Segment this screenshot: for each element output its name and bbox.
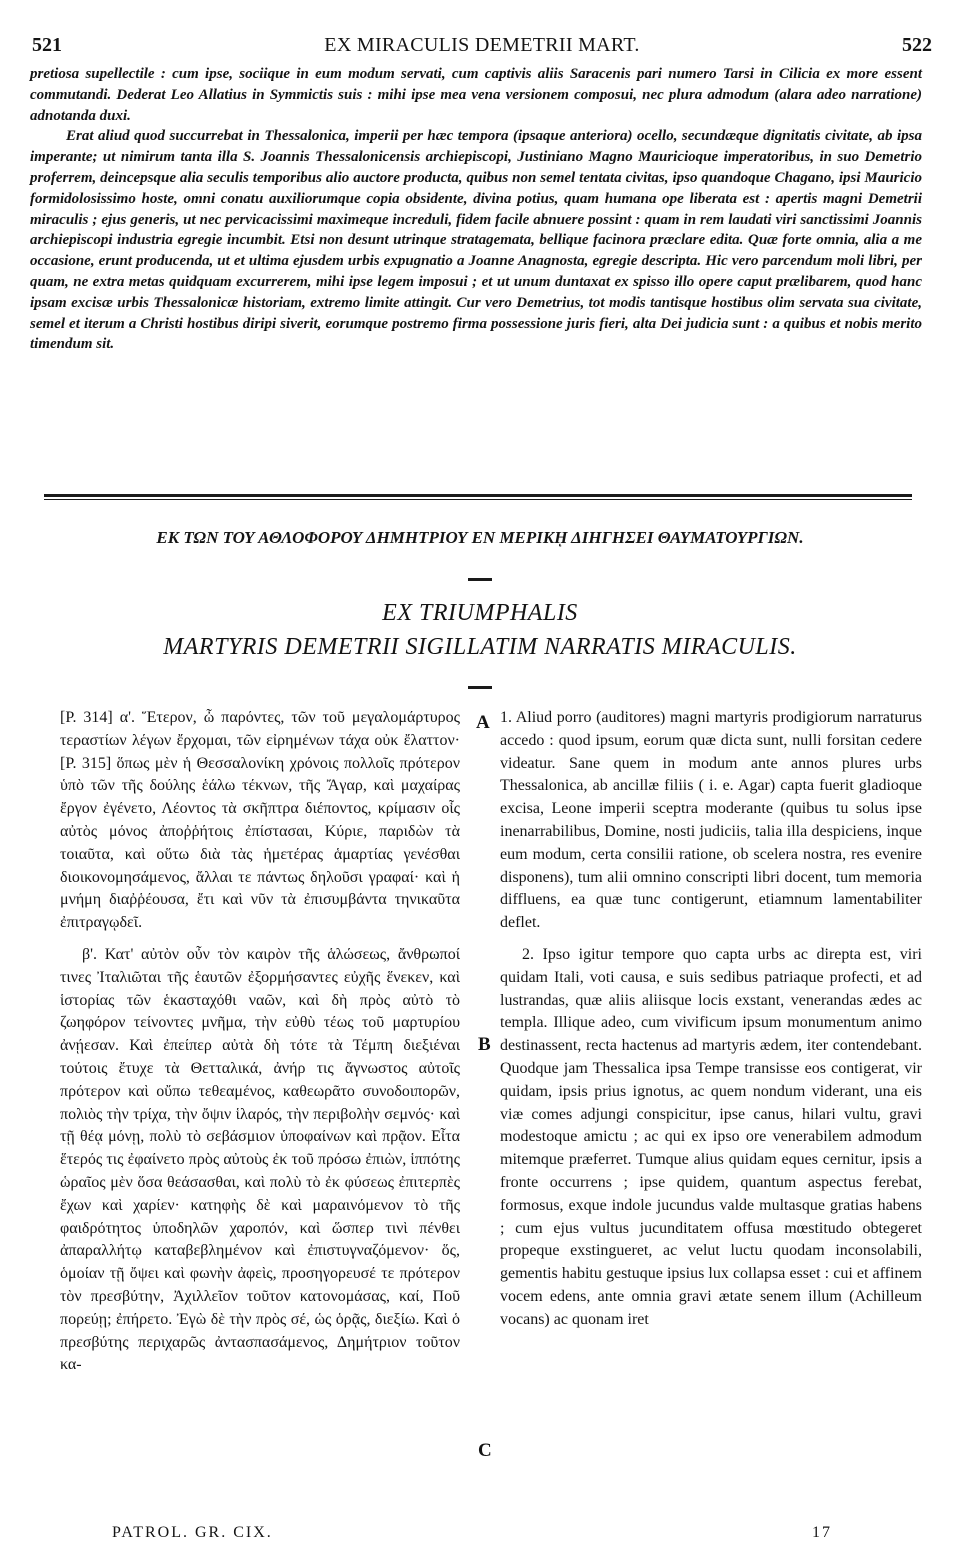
section-rule-thin <box>44 499 912 500</box>
title-dash <box>468 686 492 689</box>
title-dash <box>468 578 492 581</box>
footer-signature: PATROL. GR. CIX. <box>112 1524 273 1541</box>
latin-title-line-2: MARTYRIS DEMETRII SIGILLATIM NARRATIS MIRACULIS. <box>163 634 797 660</box>
page-number-left: 521 <box>32 34 62 56</box>
greek-paragraph: [P. 314] α'. Ἕτερον, ὦ παρόντες, τῶν τοῦ μεγαλομάρτυρος τεραστίων λέγων ἔρχομαι, τῶν εἰρημένων τάχα οὐκ ἔλαττον· [P. 315] ὅπως μὲν ἡ Θεσσαλονίκη χρόνοις πολλοῖς πρότερον ὑπὸ τῶν τῆς δούλης ἑάλω τέκνων, τῆς Ἄγαρ, καὶ μαχαίρας ἔργον ἐγένετο, Λέοντος τὰ σκῆπτρα διέποντος, κρίμασιν οἷς αὐτὸς μόνος ἀποῤῥήτοις ἐπίστασαι, Κύριε, παριδὼν τὰ τοιαῦτα, καὶ οὕτω διὰ τὰς ἡμετέρας ἁμαρτίας γενέσθαι διοικονομησάμενος, ἄλλαι τε πάντως δηλοῦσι γραφαί· καὶ ἡ μνήμη διαῤῥέουσα, ἔτι καὶ νῦν τὰ ἐπισυμβάντα τηνικαῦτα ἐπιτραγῳδεῖ. <box>60 709 460 932</box>
margin-letter-b: B <box>478 1034 491 1055</box>
margin-letter-a: A <box>476 712 490 733</box>
footer-sheet-number: 17 <box>812 1524 832 1541</box>
latin-paragraph: 1. Aliud porro (auditores) magni martyris prodigiorum narraturus accedo : quod ipsum, eorum quæ dicta sunt, nulli forsitan cedere videatur. Sane quem in modum ante annos plures urbs Thessalonica, ab ancillæ filiis ( i. e. Agar) capta fuerit gladioque excisa, Leone imperii sceptra moderante (quibus tu solus ipse inenarrabilibus, Domine, nosti judiciis, talia illa despiciens, inque eum modum, certa consilii ratione, ob scelera nostra, res evenire disponens), tum alii omnino conscripti libri docent, tum memoria diffluens, ea quæ tunc contigerunt, etiamnum lamentabiliter deflet. <box>500 709 922 932</box>
margin-letter-c: C <box>478 1440 492 1461</box>
latin-title-line-1: EX TRIUMPHALIS <box>382 600 578 626</box>
section-rule <box>44 494 912 497</box>
page-number-right: 522 <box>902 34 932 56</box>
latin-column <box>500 707 922 1332</box>
running-title: EX MIRACULIS DEMETRII MART. <box>324 34 640 56</box>
latin-paragraph: 2. Ipso igitur tempore quo capta urbs ac direpta est, viri quidam Itali, voti causa, e suis sedibus patriaque profecti, et ad lustrandas, quæ aliis aliisque locis exstant, venerandas ædes ac templa. Illique adeo, cum vivificum ipsum monumentum animo destinassent, recta hactenus ad martyris ædem, iter contendebant. Quodque jam Thessalica ipsa Tempe transisse eos contigerat, vir quidam, ipsis prius ignotus, ac quem nondum viderant, una eis viæ comes adjungi conspicitur, ipse canus, hilari vultu, gravi modestoque amictu ; ac qui ex ipso ore venerabilem admodum mitemque præferret. Tumque alius quidam eques cernitur, ipsis a fronte occurrens ; ipse quidem, quantum aspectus ferebat, formosus, exque indole jucundus valde multasque gratias habens ; cum ejus vultus jucunditatem offusa mœstitudo obtegeret propeque exstingueret, ac velut luctu quodam inconsolabili, gementis habitu gestuque ipsius lux collapsa esset : cui et affinem vocem edens, ante omnia gravi ætate senem illum (Achilleum vocans) ac quonam iret <box>500 945 922 1328</box>
greek-title: ΕΚ ΤΩΝ ΤΟΥ ΑΘΛΟΦΟΡΟΥ ΔΗΜΗΤΡΙΟΥ ΕΝ ΜΕΡΙΚῌ ΔΙΗΓΗΣΕΙ ΘΑΥΜΑΤΟΥΡΓΙΩΝ. <box>156 528 804 547</box>
intro-paragraph: pretiosa supellectile : cum ipse, sociique in eum modum servati, cum captivis aliis Saracenis pari numero Tarsi in Cilicia ex more essent commutandi. Dederat Leo Allatius in Symmictis suis : mihi ipse mea vena versionem composui, nec plura admodum (alara adeo narratione) adnotanda duxi. <box>30 66 922 124</box>
intro-paragraph: Erat aliud quod succurrebat in Thessalonica, imperii per hæc tempora (ipsaque anteriora) ocello, secundæque dignitatis civitate, ab ipsa imperante; ut nimirum tanta illa S. Joannis Thessalonicensis archiepiscopi, Justiniano Magno Mauricioque imperatoribus, in suo Demetrio proferrem, deincepsque alia seculis temporibus alio auctore producta, quibus non semel tentata civitas, ipso quandoque Chagano, ipsi Mauricio formidolosissimo hoste, omni conatu auxiliorumque copia obsidente, divina potius, quam humana ope liberata est : apertis magni Demetrii miraculis ; ejus generis, ut nec pervicacissimi maximeque increduli, fidem facile abnuere possint : quam in rem laudati viri sanctissimi Joannis archiepiscopi industria egregie incumbit. Etsi non desunt utrinque stratagemata, bellique facinora præclare edita. Quæ forte omnia, alia a me occasione, erunt producenda, ut et ultima ejusdem urbis expugnatio a Joanne Anagnosta, egregie descripta. Hic vero parcendum moli libri, per quam, ne extra metas quidquam excurrerem, mihi ipse legem imposui ; et ut unum duntaxat ex spisso illo opere caput prælibarem, quod hanc ipsam excisæ urbis Thessalonicæ historiam, extremo limite attingit. Cur vero Demetrius, tot modis tantisque hostibus olim servata sua civitate, semel et iterum a Christi hostibus diripi siverit, eorumque postremo firma possessione juris fieri, alta Dei judicia sunt : a quibus et nobis merito timendum sit. <box>30 128 922 353</box>
running-head <box>32 34 932 60</box>
greek-column <box>60 707 460 1377</box>
greek-paragraph: β'. Κατ' αὐτὸν οὖν τὸν καιρὸν τῆς ἁλώσεως, ἄνθρωποί τινες Ἰταλιῶται τῆς ἑαυτῶν ἐξορμήσαντες εὐχῆς ἕνεκεν, καὶ ἱστορίας τῶν ἑκασταχόθι ναῶν, καὶ δὴ πρὸς αὐτὸ τὸ ζωηφόρον τείνοντες μνῆμα, τὴν εὐθὺ τέως τοῦ μαρτυρίου ἀνῄεσαν. Καὶ ἐπείπερ αὐτὰ δὴ τότε τὰ Τέμπη διεξιέναι τούτοις ἔτυχε τὰ Θετταλικά, ἀνήρ τις ἄγνωστος αὐτοῖς πρότερον καὶ οὔπω τεθεαμένος, καθεωρᾶτο συνοδοιπορῶν, πολιὸς τὴν τρίχα, τὴν ὄψιν ἱλαρός, τὴν περιβολὴν σεμνός· καὶ τῇ θέᾳ μόνῃ, πολὺ τὸ σεβάσμιον ὑποφαίνων καὶ πρᾷον. Εἶτα ἕτερός τις ἐφαίνετο πρὸς αὐτοὺς ἐκ τοῦ πρόσω ἐπιὼν, ἱππότης ὡραῖος μὲν ὅσα θεάσασθαι, καὶ πολὺ τὸ ἐκ φύσεως ἐπιτερπὲς ἔχων καὶ χαρίεν· κατηφὴς δὲ καὶ μαραινόμενον τὸ τῆς φαιδρότητος ὑποδηλῶν χαροπόν, καὶ ὥσπερ τινὶ πένθει ἀπαραλλήτῳ καταβεβλημένον καὶ ἐπιστυγναζόμενον· ὅς, ὁμοίαν τῇ ὄψει καὶ φωνὴν ἀφεὶς, προσηγορευσέ τε πρότερον τὸν πρεσβύτην, Ἀχιλλεῖον τοῦτον κατονομάσας, καί, Ποῦ πορεύῃ; ἐπήρετο. Ἐγὼ δὲ τὴν πρὸς σέ, ὡς ὁρᾷς, διεξίω. Καὶ ὁ πρεσβύτης περιχαρῶς ἀντασπασάμενος, Δημήτριον τοῦτον κα- <box>60 945 460 1374</box>
intro-text <box>30 64 922 355</box>
